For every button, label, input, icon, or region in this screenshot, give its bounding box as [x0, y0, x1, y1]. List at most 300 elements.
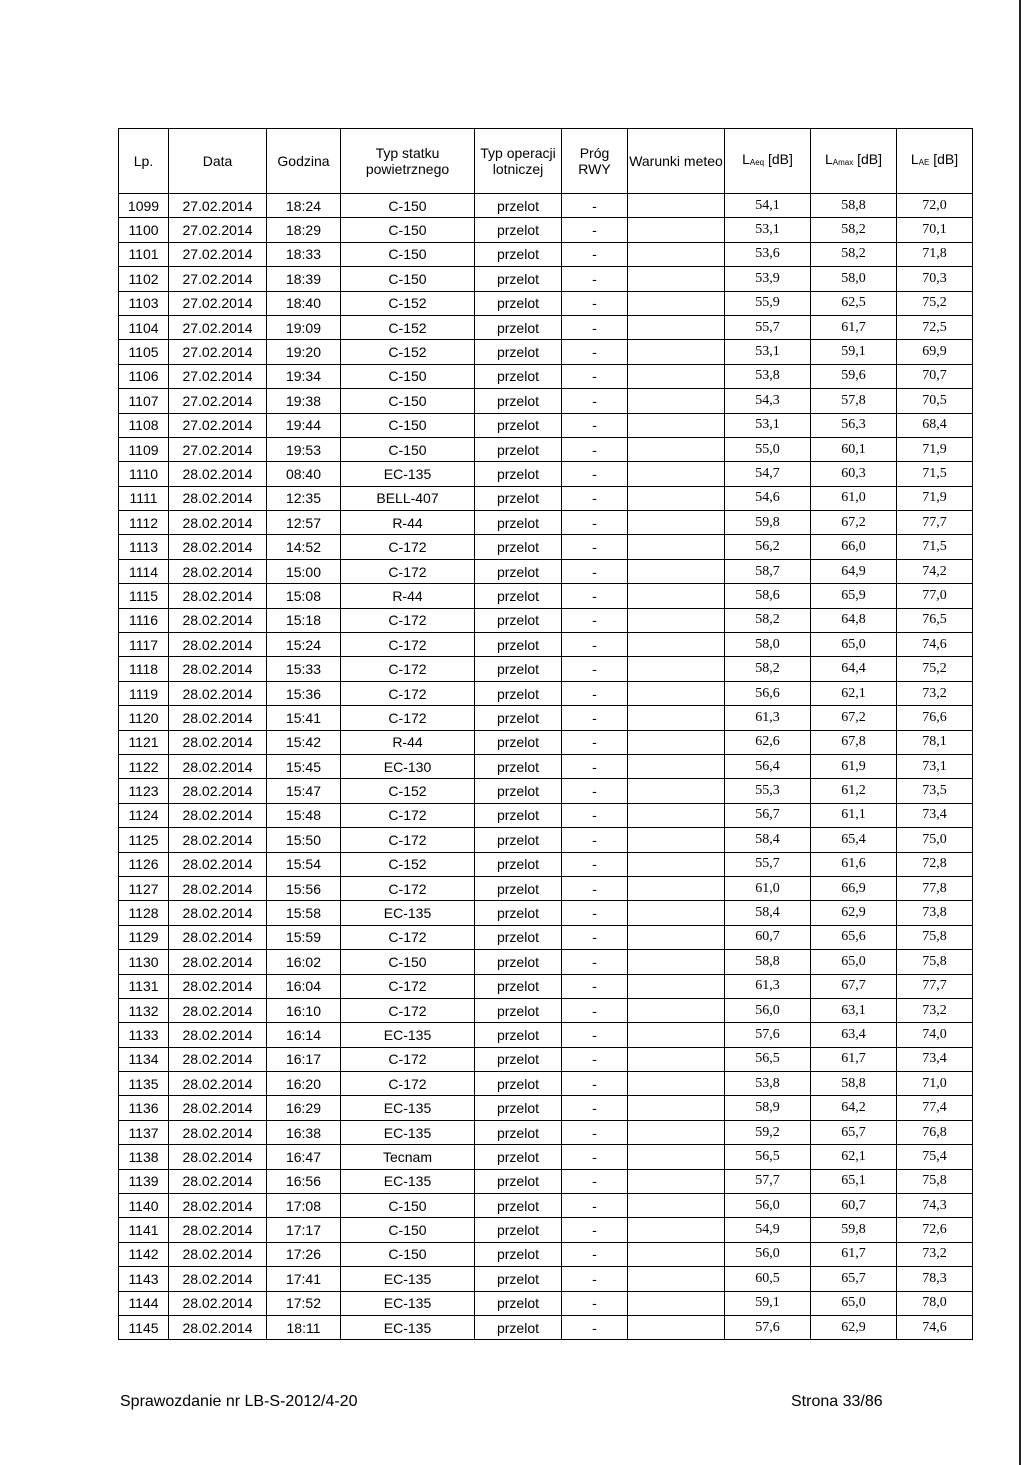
cell-godzina: 16:56	[267, 1169, 341, 1193]
cell-prog-rwy: -	[562, 876, 628, 900]
cell-lamax: 63,1	[811, 998, 897, 1022]
cell-lamax: 58,8	[811, 1072, 897, 1096]
cell-lae: 77,0	[897, 584, 973, 608]
cell-godzina: 17:26	[267, 1242, 341, 1266]
cell-warunki-meteo	[628, 584, 725, 608]
cell-lae: 74,6	[897, 633, 973, 657]
table-row	[119, 633, 973, 657]
cell-data: 28.02.2014	[169, 681, 267, 705]
cell-lae: 78,1	[897, 730, 973, 754]
cell-lae: 73,2	[897, 998, 973, 1022]
cell-prog-rwy: -	[562, 779, 628, 803]
cell-typ-statku: EC-135	[341, 462, 475, 486]
table-row	[119, 1023, 973, 1047]
table-row	[119, 828, 973, 852]
cell-typ-operacji: przelot	[475, 608, 562, 632]
cell-lp: 1101	[119, 242, 169, 266]
cell-typ-operacji: przelot	[475, 315, 562, 339]
cell-data: 28.02.2014	[169, 1145, 267, 1169]
cell-data: 28.02.2014	[169, 1072, 267, 1096]
cell-godzina: 16:20	[267, 1072, 341, 1096]
cell-typ-statku: C-172	[341, 608, 475, 632]
cell-lae: 78,3	[897, 1267, 973, 1291]
cell-lp: 1143	[119, 1267, 169, 1291]
cell-typ-operacji: przelot	[475, 925, 562, 949]
cell-prog-rwy: -	[562, 730, 628, 754]
cell-lae: 72,0	[897, 194, 973, 218]
cell-lae: 75,8	[897, 925, 973, 949]
cell-data: 28.02.2014	[169, 803, 267, 827]
cell-data: 28.02.2014	[169, 608, 267, 632]
cell-godzina: 19:44	[267, 413, 341, 437]
cell-lae: 71,9	[897, 486, 973, 510]
cell-typ-operacji: przelot	[475, 364, 562, 388]
table-row	[119, 681, 973, 705]
cell-lamax: 64,4	[811, 657, 897, 681]
cell-laeq: 59,8	[725, 511, 811, 535]
cell-lamax: 65,7	[811, 1267, 897, 1291]
table-row	[119, 413, 973, 437]
cell-typ-operacji: przelot	[475, 413, 562, 437]
cell-warunki-meteo	[628, 1169, 725, 1193]
cell-lp: 1135	[119, 1072, 169, 1096]
cell-godzina: 19:38	[267, 389, 341, 413]
cell-lp: 1116	[119, 608, 169, 632]
cell-data: 27.02.2014	[169, 194, 267, 218]
cell-lp: 1145	[119, 1315, 169, 1339]
cell-laeq: 57,7	[725, 1169, 811, 1193]
cell-typ-operacji: przelot	[475, 486, 562, 510]
cell-lamax: 63,4	[811, 1023, 897, 1047]
cell-godzina: 19:09	[267, 315, 341, 339]
cell-lamax: 58,8	[811, 194, 897, 218]
table-row	[119, 584, 973, 608]
cell-prog-rwy: -	[562, 803, 628, 827]
cell-laeq: 56,7	[725, 803, 811, 827]
cell-lae: 70,3	[897, 267, 973, 291]
cell-lp: 1122	[119, 754, 169, 778]
cell-lp: 1100	[119, 218, 169, 242]
cell-lamax: 56,3	[811, 413, 897, 437]
cell-typ-operacji: przelot	[475, 1267, 562, 1291]
cell-data: 28.02.2014	[169, 1096, 267, 1120]
cell-laeq: 56,0	[725, 1194, 811, 1218]
cell-data: 28.02.2014	[169, 998, 267, 1022]
cell-laeq: 53,1	[725, 218, 811, 242]
cell-prog-rwy: -	[562, 511, 628, 535]
cell-lae: 74,2	[897, 559, 973, 583]
cell-prog-rwy: -	[562, 1267, 628, 1291]
cell-warunki-meteo	[628, 511, 725, 535]
cell-typ-statku: C-152	[341, 291, 475, 315]
table-row	[119, 754, 973, 778]
cell-typ-operacji: przelot	[475, 437, 562, 461]
cell-typ-statku: C-150	[341, 1218, 475, 1242]
cell-data: 28.02.2014	[169, 950, 267, 974]
table-row	[119, 803, 973, 827]
cell-prog-rwy: -	[562, 1291, 628, 1315]
cell-data: 28.02.2014	[169, 901, 267, 925]
cell-prog-rwy: -	[562, 950, 628, 974]
cell-typ-statku: C-150	[341, 267, 475, 291]
cell-lae: 73,2	[897, 1242, 973, 1266]
cell-warunki-meteo	[628, 389, 725, 413]
table-row	[119, 1047, 973, 1071]
cell-godzina: 15:47	[267, 779, 341, 803]
cell-lamax: 64,9	[811, 559, 897, 583]
cell-prog-rwy: -	[562, 1218, 628, 1242]
cell-prog-rwy: -	[562, 998, 628, 1022]
cell-prog-rwy: -	[562, 218, 628, 242]
cell-lamax: 64,2	[811, 1096, 897, 1120]
cell-laeq: 61,0	[725, 876, 811, 900]
table-row	[119, 974, 973, 998]
cell-laeq: 57,6	[725, 1023, 811, 1047]
cell-lp: 1141	[119, 1218, 169, 1242]
cell-typ-statku: EC-135	[341, 1120, 475, 1144]
cell-lamax: 60,7	[811, 1194, 897, 1218]
cell-laeq: 55,9	[725, 291, 811, 315]
cell-godzina: 16:14	[267, 1023, 341, 1047]
cell-data: 28.02.2014	[169, 462, 267, 486]
cell-prog-rwy: -	[562, 1194, 628, 1218]
cell-typ-operacji: przelot	[475, 242, 562, 266]
cell-laeq: 60,5	[725, 1267, 811, 1291]
cell-laeq: 58,0	[725, 633, 811, 657]
cell-data: 28.02.2014	[169, 1218, 267, 1242]
cell-lp: 1111	[119, 486, 169, 510]
cell-lamax: 66,0	[811, 535, 897, 559]
cell-typ-operacji: przelot	[475, 779, 562, 803]
cell-warunki-meteo	[628, 194, 725, 218]
cell-prog-rwy: -	[562, 1145, 628, 1169]
cell-godzina: 18:39	[267, 267, 341, 291]
cell-godzina: 15:59	[267, 925, 341, 949]
cell-prog-rwy: -	[562, 584, 628, 608]
table-row	[119, 1315, 973, 1339]
cell-lae: 73,8	[897, 901, 973, 925]
cell-warunki-meteo	[628, 1072, 725, 1096]
cell-laeq: 56,5	[725, 1145, 811, 1169]
cell-warunki-meteo	[628, 1242, 725, 1266]
cell-lae: 77,4	[897, 1096, 973, 1120]
cell-lae: 74,3	[897, 1194, 973, 1218]
table-row	[119, 1169, 973, 1193]
header-lae: $L_{AE}$ [dB]	[897, 129, 973, 194]
cell-lamax: 62,9	[811, 1315, 897, 1339]
cell-data: 27.02.2014	[169, 315, 267, 339]
cell-typ-statku: C-152	[341, 340, 475, 364]
cell-laeq: 54,7	[725, 462, 811, 486]
cell-lamax: 67,2	[811, 511, 897, 535]
cell-typ-statku: R-44	[341, 584, 475, 608]
cell-data: 28.02.2014	[169, 1242, 267, 1266]
cell-laeq: 60,7	[725, 925, 811, 949]
cell-godzina: 16:17	[267, 1047, 341, 1071]
cell-typ-statku: EC-135	[341, 901, 475, 925]
cell-data: 28.02.2014	[169, 974, 267, 998]
cell-godzina: 15:36	[267, 681, 341, 705]
cell-laeq: 58,9	[725, 1096, 811, 1120]
table-row	[119, 925, 973, 949]
cell-data: 27.02.2014	[169, 413, 267, 437]
cell-typ-statku: C-172	[341, 657, 475, 681]
cell-lae: 76,8	[897, 1120, 973, 1144]
cell-lamax: 61,9	[811, 754, 897, 778]
cell-lamax: 62,9	[811, 901, 897, 925]
cell-lae: 73,4	[897, 1047, 973, 1071]
cell-typ-statku: C-172	[341, 998, 475, 1022]
cell-typ-statku: EC-135	[341, 1023, 475, 1047]
cell-laeq: 58,2	[725, 657, 811, 681]
table-row	[119, 242, 973, 266]
cell-typ-operacji: przelot	[475, 1120, 562, 1144]
cell-laeq: 59,1	[725, 1291, 811, 1315]
cell-lp: 1121	[119, 730, 169, 754]
cell-lae: 71,9	[897, 437, 973, 461]
cell-typ-operacji: przelot	[475, 876, 562, 900]
cell-godzina: 14:52	[267, 535, 341, 559]
cell-lp: 1142	[119, 1242, 169, 1266]
table-row	[119, 730, 973, 754]
cell-prog-rwy: -	[562, 1169, 628, 1193]
cell-lp: 1106	[119, 364, 169, 388]
cell-lp: 1136	[119, 1096, 169, 1120]
cell-typ-operacji: przelot	[475, 535, 562, 559]
cell-laeq: 54,1	[725, 194, 811, 218]
cell-lamax: 65,9	[811, 584, 897, 608]
cell-warunki-meteo	[628, 779, 725, 803]
table-row	[119, 1267, 973, 1291]
cell-godzina: 15:50	[267, 828, 341, 852]
cell-warunki-meteo	[628, 1291, 725, 1315]
cell-prog-rwy: -	[562, 315, 628, 339]
table-row	[119, 901, 973, 925]
cell-lp: 1105	[119, 340, 169, 364]
cell-warunki-meteo	[628, 218, 725, 242]
cell-prog-rwy: -	[562, 340, 628, 364]
cell-warunki-meteo	[628, 754, 725, 778]
cell-lp: 1133	[119, 1023, 169, 1047]
cell-typ-operacji: przelot	[475, 218, 562, 242]
table-row	[119, 706, 973, 730]
cell-typ-statku: C-172	[341, 706, 475, 730]
table-row	[119, 1096, 973, 1120]
cell-data: 28.02.2014	[169, 1120, 267, 1144]
cell-typ-statku: C-172	[341, 633, 475, 657]
cell-typ-operacji: przelot	[475, 584, 562, 608]
cell-godzina: 18:33	[267, 242, 341, 266]
cell-godzina: 16:04	[267, 974, 341, 998]
cell-lamax: 59,1	[811, 340, 897, 364]
cell-laeq: 55,7	[725, 852, 811, 876]
cell-typ-statku: C-150	[341, 389, 475, 413]
cell-lamax: 57,8	[811, 389, 897, 413]
table-row	[119, 1291, 973, 1315]
cell-typ-statku: C-172	[341, 535, 475, 559]
cell-typ-operacji: przelot	[475, 681, 562, 705]
cell-prog-rwy: -	[562, 462, 628, 486]
cell-warunki-meteo	[628, 657, 725, 681]
table-header-row	[119, 129, 973, 194]
cell-data: 27.02.2014	[169, 364, 267, 388]
cell-lae: 76,5	[897, 608, 973, 632]
cell-prog-rwy: -	[562, 852, 628, 876]
cell-typ-operacji: przelot	[475, 389, 562, 413]
cell-laeq: 56,6	[725, 681, 811, 705]
table-row	[119, 462, 973, 486]
cell-typ-operacji: przelot	[475, 633, 562, 657]
table-row	[119, 950, 973, 974]
cell-typ-operacji: przelot	[475, 511, 562, 535]
cell-lamax: 58,2	[811, 218, 897, 242]
cell-typ-operacji: przelot	[475, 852, 562, 876]
cell-laeq: 57,6	[725, 1315, 811, 1339]
cell-typ-operacji: przelot	[475, 974, 562, 998]
cell-warunki-meteo	[628, 413, 725, 437]
cell-godzina: 12:57	[267, 511, 341, 535]
cell-lamax: 62,1	[811, 681, 897, 705]
cell-laeq: 61,3	[725, 974, 811, 998]
cell-typ-statku: C-150	[341, 413, 475, 437]
cell-lae: 73,4	[897, 803, 973, 827]
cell-data: 28.02.2014	[169, 584, 267, 608]
cell-lp: 1108	[119, 413, 169, 437]
cell-lp: 1139	[119, 1169, 169, 1193]
cell-typ-operacji: przelot	[475, 998, 562, 1022]
cell-warunki-meteo	[628, 608, 725, 632]
cell-prog-rwy: -	[562, 1096, 628, 1120]
cell-typ-statku: Tecnam	[341, 1145, 475, 1169]
cell-laeq: 53,8	[725, 1072, 811, 1096]
cell-godzina: 15:45	[267, 754, 341, 778]
cell-warunki-meteo	[628, 315, 725, 339]
table-row	[119, 486, 973, 510]
cell-prog-rwy: -	[562, 1315, 628, 1339]
table-row	[119, 608, 973, 632]
cell-prog-rwy: -	[562, 1072, 628, 1096]
cell-lp: 1144	[119, 1291, 169, 1315]
cell-prog-rwy: -	[562, 706, 628, 730]
cell-data: 28.02.2014	[169, 876, 267, 900]
cell-godzina: 15:24	[267, 633, 341, 657]
cell-typ-statku: C-172	[341, 803, 475, 827]
cell-typ-operacji: przelot	[475, 340, 562, 364]
cell-typ-statku: EC-135	[341, 1096, 475, 1120]
cell-lamax: 65,4	[811, 828, 897, 852]
cell-typ-operacji: przelot	[475, 706, 562, 730]
cell-warunki-meteo	[628, 998, 725, 1022]
table-row	[119, 315, 973, 339]
cell-typ-statku: C-172	[341, 1072, 475, 1096]
cell-prog-rwy: -	[562, 1023, 628, 1047]
cell-data: 27.02.2014	[169, 218, 267, 242]
cell-prog-rwy: -	[562, 389, 628, 413]
cell-lae: 75,2	[897, 657, 973, 681]
cell-godzina: 18:29	[267, 218, 341, 242]
cell-warunki-meteo	[628, 633, 725, 657]
cell-lp: 1123	[119, 779, 169, 803]
cell-warunki-meteo	[628, 364, 725, 388]
cell-typ-statku: R-44	[341, 730, 475, 754]
cell-typ-operacji: przelot	[475, 1194, 562, 1218]
cell-data: 28.02.2014	[169, 535, 267, 559]
cell-data: 28.02.2014	[169, 754, 267, 778]
cell-godzina: 17:41	[267, 1267, 341, 1291]
cell-data: 28.02.2014	[169, 730, 267, 754]
header-warunki-meteo: Warunki meteo	[628, 129, 725, 194]
cell-lae: 70,5	[897, 389, 973, 413]
cell-typ-operacji: przelot	[475, 730, 562, 754]
cell-lae: 71,8	[897, 242, 973, 266]
cell-lamax: 65,0	[811, 950, 897, 974]
cell-warunki-meteo	[628, 681, 725, 705]
cell-prog-rwy: -	[562, 657, 628, 681]
cell-godzina: 15:08	[267, 584, 341, 608]
cell-prog-rwy: -	[562, 828, 628, 852]
cell-laeq: 53,1	[725, 413, 811, 437]
cell-lamax: 60,1	[811, 437, 897, 461]
cell-typ-statku: C-172	[341, 828, 475, 852]
cell-typ-operacji: przelot	[475, 950, 562, 974]
cell-lp: 1120	[119, 706, 169, 730]
cell-prog-rwy: -	[562, 242, 628, 266]
cell-typ-statku: C-152	[341, 315, 475, 339]
cell-lamax: 58,0	[811, 267, 897, 291]
cell-lae: 78,0	[897, 1291, 973, 1315]
cell-prog-rwy: -	[562, 364, 628, 388]
cell-typ-statku: C-172	[341, 559, 475, 583]
cell-prog-rwy: -	[562, 633, 628, 657]
cell-data: 28.02.2014	[169, 486, 267, 510]
cell-godzina: 17:17	[267, 1218, 341, 1242]
cell-lae: 77,8	[897, 876, 973, 900]
cell-laeq: 58,6	[725, 584, 811, 608]
cell-lae: 76,6	[897, 706, 973, 730]
cell-prog-rwy: -	[562, 608, 628, 632]
cell-lamax: 61,7	[811, 1242, 897, 1266]
cell-prog-rwy: -	[562, 535, 628, 559]
cell-lamax: 61,1	[811, 803, 897, 827]
table-row	[119, 437, 973, 461]
cell-prog-rwy: -	[562, 974, 628, 998]
cell-lamax: 65,0	[811, 1291, 897, 1315]
cell-godzina: 15:58	[267, 901, 341, 925]
cell-lamax: 62,5	[811, 291, 897, 315]
cell-typ-statku: C-172	[341, 876, 475, 900]
table-row	[119, 559, 973, 583]
cell-laeq: 59,2	[725, 1120, 811, 1144]
cell-typ-statku: C-172	[341, 681, 475, 705]
cell-prog-rwy: -	[562, 925, 628, 949]
cell-lae: 74,0	[897, 1023, 973, 1047]
cell-lp: 1109	[119, 437, 169, 461]
table-row	[119, 1072, 973, 1096]
header-lp: Lp.	[119, 129, 169, 194]
cell-typ-operacji: przelot	[475, 1072, 562, 1096]
table-row	[119, 511, 973, 535]
cell-typ-statku: C-150	[341, 1194, 475, 1218]
cell-lp: 1134	[119, 1047, 169, 1071]
cell-typ-statku: C-150	[341, 364, 475, 388]
cell-lamax: 67,2	[811, 706, 897, 730]
table-row	[119, 876, 973, 900]
cell-warunki-meteo	[628, 925, 725, 949]
cell-lp: 1115	[119, 584, 169, 608]
header-data: Data	[169, 129, 267, 194]
cell-lae: 71,5	[897, 535, 973, 559]
cell-lae: 73,1	[897, 754, 973, 778]
